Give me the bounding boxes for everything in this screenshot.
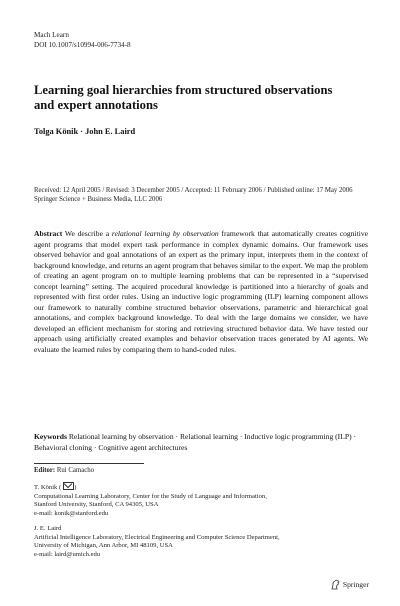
title-line-1: Learning goal hierarchies from structured observations xyxy=(34,83,333,97)
abstract xyxy=(34,229,368,355)
journal-name: Mach Learn xyxy=(34,31,69,39)
affiliation-name: T. Könik xyxy=(34,484,58,491)
envelope-icon xyxy=(63,482,74,490)
abstract-label: Abstract xyxy=(34,229,63,238)
paper-title xyxy=(34,83,364,113)
springer-logo xyxy=(330,579,369,590)
abstract-lead: We describe a xyxy=(64,229,110,238)
affiliation-line: Computational Learning Laboratory, Center for the Study of Language and Information, xyxy=(34,492,267,500)
doi: DOI 10.1007/s10994-006-7734-8 xyxy=(34,41,131,49)
affiliation-line: University of Michigan, Ann Arbor, MI 48109, USA xyxy=(34,542,173,550)
copyright: Springer Science + Business Media, LLC 2006 xyxy=(34,196,163,203)
keywords-label: Keywords xyxy=(34,432,67,441)
affiliation-line: Stanford University, Stanford, CA 94305, USA xyxy=(34,501,159,509)
affiliation-email: e-mail: laird@umich.edu xyxy=(34,550,101,558)
abstract-emphasis: relational learning by observation xyxy=(111,229,219,238)
footnote-rule xyxy=(34,463,144,464)
affiliation-laird xyxy=(34,525,374,559)
affiliation-email: e-mail: konik@stanford.edu xyxy=(34,509,109,517)
affiliation-line: Artificial Intelligence Laboratory, Electrical Engineering and Computer Science Department, xyxy=(34,533,280,541)
springer-horse-icon xyxy=(330,579,341,590)
title-line-2: and expert annotations xyxy=(34,98,158,112)
keywords xyxy=(34,432,368,453)
keywords-text: Relational learning by observation · Relational learning · Inductive logic programming (ILP) · Behavioral cloning · Cognitive agent architectures xyxy=(34,432,357,452)
date-history: Received: 12 April 2005 / Revised: 3 December 2005 / Accepted: 11 February 2006 / Published online: 17 May 2006 xyxy=(34,187,353,194)
affiliation-name: J. E. Laird xyxy=(34,525,62,532)
editor-label: Editor: xyxy=(34,467,56,474)
affiliation-konik: T. Könik ( ) Computational Learning Laboratory, Center for the Study of Language and Information, Stanford University, Stanford, CA 94305, USA e-mail: konik@stanford.edu xyxy=(34,482,374,518)
editor-note xyxy=(34,467,94,474)
abstract-body: framework that automatically creates cognitive agent programs that model expert task performance in complex dynamic domains. Our framework uses observed behavior and goal annotations of an expert as the primary input, interprets them in the context of background knowledge, and returns an agent program that behaves similar to the expert. We map the problem of creating an agent program on to multiple learning problems that can be represented in a “supervised concept learning” setting. The acquired procedural knowledge is partitioned into a hierarchy of goals and represented with first order rules. Using an inductive logic programming (ILP) learning component allows our framework to naturally combine structured behavior observations, parametric and hierarchical goal annotations, and complex background knowledge. To deal with the large domains we consider, we have developed an efficient mechanism for storing and retrieving structured behavior data. We have tested our approach using artificially created examples and behavior observation traces generated by AI agents. We evaluate the learned rules by comparing them to hand-coded rules. xyxy=(34,229,368,354)
authors: Tolga Könik · John E. Laird xyxy=(34,127,136,136)
publication-dates xyxy=(34,186,374,204)
journal-header xyxy=(34,30,131,50)
editor-name: Rui Camacho xyxy=(56,467,95,474)
publisher-name: Springer xyxy=(342,580,369,589)
